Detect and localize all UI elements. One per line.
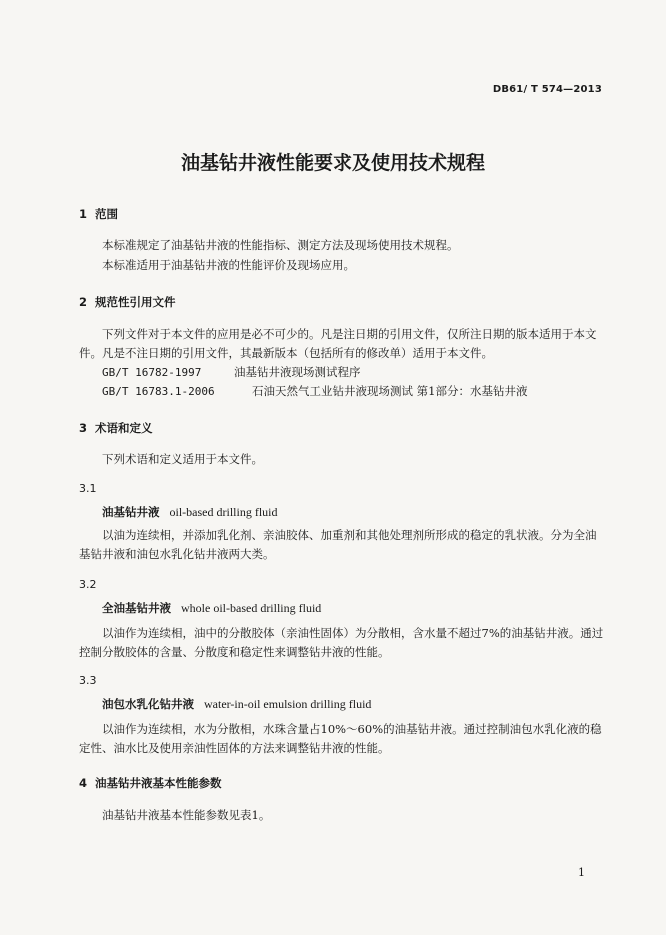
term-number: 3.1 <box>79 482 97 495</box>
section-heading: 4 油基钻井液基本性能参数 <box>79 776 222 790</box>
scope-paragraph: 本标准规定了油基钻井液的性能指标、测定方法及现场使用技术规程。 <box>102 238 459 252</box>
term-heading: 全油基钻井液 whole oil-based drilling fluid <box>102 601 322 615</box>
page-number: 1 <box>578 866 585 879</box>
term-definition: 以油作为连续相，油中的分散胶体（亲油性固体）为分散相，含水量不超过7%的油基钻井液。通过控制分散胶体的含量、分散度和稳定性来调整钻井液的性能。 <box>79 626 604 659</box>
standard-number: DB61/ T 574—2013 <box>492 84 602 95</box>
term-number: 3.3 <box>79 674 97 687</box>
refs-intro-paragraph: 下列文件对于本文件的应用是必不可少的。凡是注日期的引用文件，仅所注日期的版本适用于本文件。凡是不注日期的引用文件，其最新版本（包括所有的修改单）适用于本文件。 <box>79 327 597 360</box>
term-heading: 油包水乳化钻井液 water-in-oil emulsion drilling fluid <box>102 697 372 711</box>
term-definition: 以油为连续相，并添加乳化剂、亲油胶体、加重剂和其他处理剂所形成的稳定的乳状液。分为全油基钻井液和油包水乳化钻井液两大类。 <box>79 528 597 561</box>
terms-intro-paragraph: 下列术语和定义适用于本文件。 <box>102 452 263 466</box>
reference-item: GB/T 16783.1-2006 石油天然气工业钻井液现场测试 第1部分：水基钻井液 <box>102 384 528 398</box>
term-definition: 以油作为连续相，水为分散相，水珠含量占10%～60%的油基钻井液。通过控制油包水乳化液的稳定性、油水比及使用亲油性固体的方法来调整钻井液的性能。 <box>79 722 602 755</box>
section-heading: 1 范围 <box>79 207 118 221</box>
reference-item: GB/T 16782-1997 油基钻井液现场测试程序 <box>102 365 361 379</box>
section-heading: 3 术语和定义 <box>79 421 153 435</box>
scope-paragraph: 本标准适用于油基钻井液的性能评价及现场应用。 <box>102 258 355 272</box>
page-title: 油基钻井液性能要求及使用技术规程 <box>180 152 485 174</box>
term-heading: 油基钻井液 oil-based drilling fluid <box>102 505 278 519</box>
section-heading: 2 规范性引用文件 <box>79 295 176 309</box>
term-number: 3.2 <box>79 578 97 591</box>
basic-paragraph: 油基钻井液基本性能参数见表1。 <box>102 808 271 822</box>
